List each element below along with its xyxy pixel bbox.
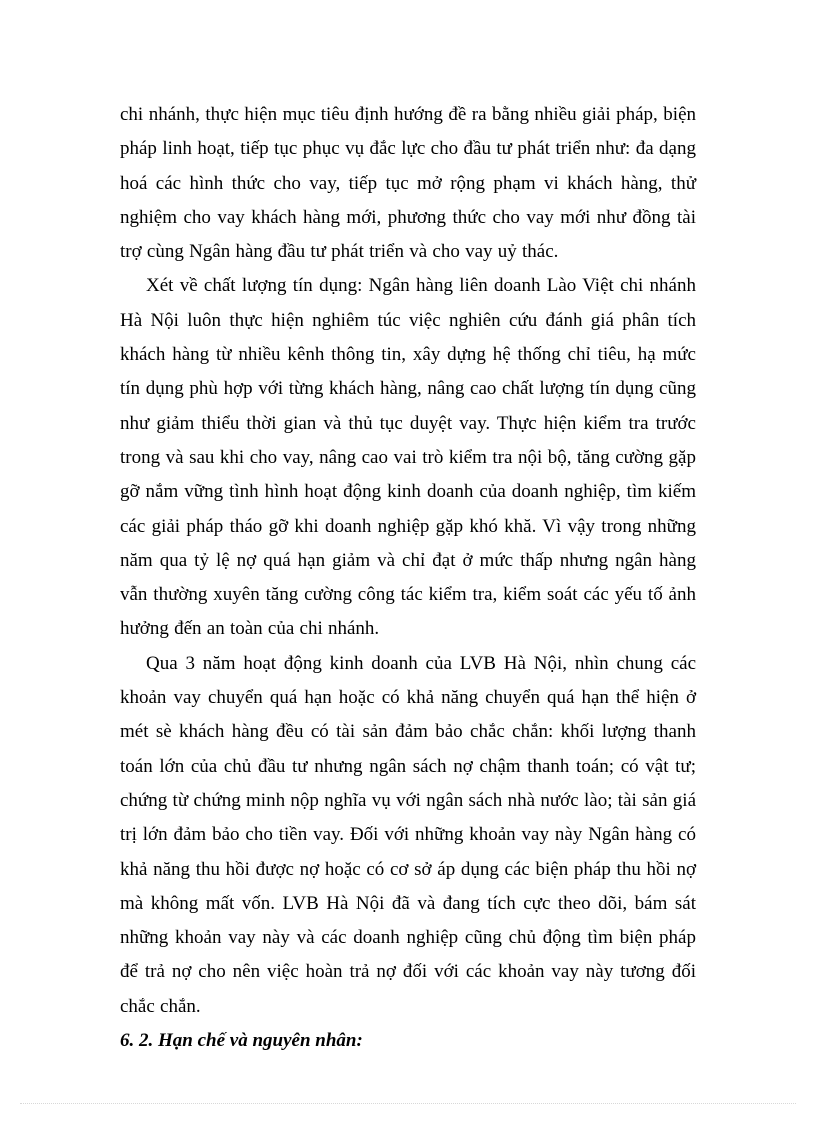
document-body (120, 98, 696, 1058)
paragraph-continuation: chi nhánh, thực hiện mục tiêu định hướng đề ra bằng nhiều giải pháp, biện pháp linh hoạt, tiếp tục phục vụ đắc lực cho đầu tư phát triển như: đa dạng hoá các hình thức cho vay, tiếp tục mở rộng phạm vi khách hàng, thử nghiệm cho vay khách hàng mới, phương thức cho vay mới như đồng tài trợ cùng Ngân hàng đầu tư phát triển và cho vay uỷ thác. (120, 104, 696, 263)
paragraph-credit-quality: Xét về chất lượng tín dụng: Ngân hàng liên doanh Lào Việt chi nhánh Hà Nội luôn thực hiện nghiêm túc việc nghiên cứu đánh giá phân tích khách hàng từ nhiều kênh thông tin, xây dựng hệ thống chỉ tiêu, hạ mức tín dụng phù hợp với từng khách hàng, nâng cao chất lượng tín dụng cũng như giảm thiểu thời gian và thủ tục duyệt vay. Thực hiện kiểm tra trước trong và sau khi cho vay, nâng cao vai trò kiểm tra nội bộ, tăng cường gặp gỡ nắm vững tình hình hoạt động kinh doanh của doanh nghiệp, tìm kiếm các giải pháp tháo gỡ khi doanh nghiệp gặp khó khă. Vì vậy trong những năm qua tỷ lệ nợ quá hạn giảm và chỉ đạt ở mức thấp nhưng ngân hàng vẫn thường xuyên tăng cường công tác kiểm tra, kiểm soát các yếu tố ảnh hưởng đến an toàn của chi nhánh. (120, 275, 696, 640)
page-bottom-divider (20, 1103, 796, 1104)
paragraph-three-year-review: Qua 3 năm hoạt động kinh doanh của LVB Hà Nội, nhìn chung các khoản vay chuyển quá hạn hoặc có khả năng chuyển quá hạn thể hiện ở mét sè khách hàng đều có tài sản đảm bảo chắc chắn: khối lượng thanh toán lớn của chủ đầu tư nhưng ngân sách nợ chậm thanh toán; có vật tư; chứng từ chứng minh nộp nghĩa vụ với ngân sách nhà nước lào; tài sản giá trị lớn đảm bảo cho tiền vay. Đối với những khoản vay này Ngân hàng có khả năng thu hồi được nợ hoặc có cơ sở áp dụng các biện pháp thu hồi nợ mà không mất vốn. LVB Hà Nội đã và đang tích cực theo dõi, bám sát những khoản vay này và các doanh nghiệp cũng chủ động tìm biện pháp để trả nợ cho nên việc hoàn trả nợ đối với các khoản vay này tương đối chắc chắn. (120, 652, 696, 1017)
section-heading: 6. 2. Hạn chế và nguyên nhân: (120, 1030, 363, 1052)
